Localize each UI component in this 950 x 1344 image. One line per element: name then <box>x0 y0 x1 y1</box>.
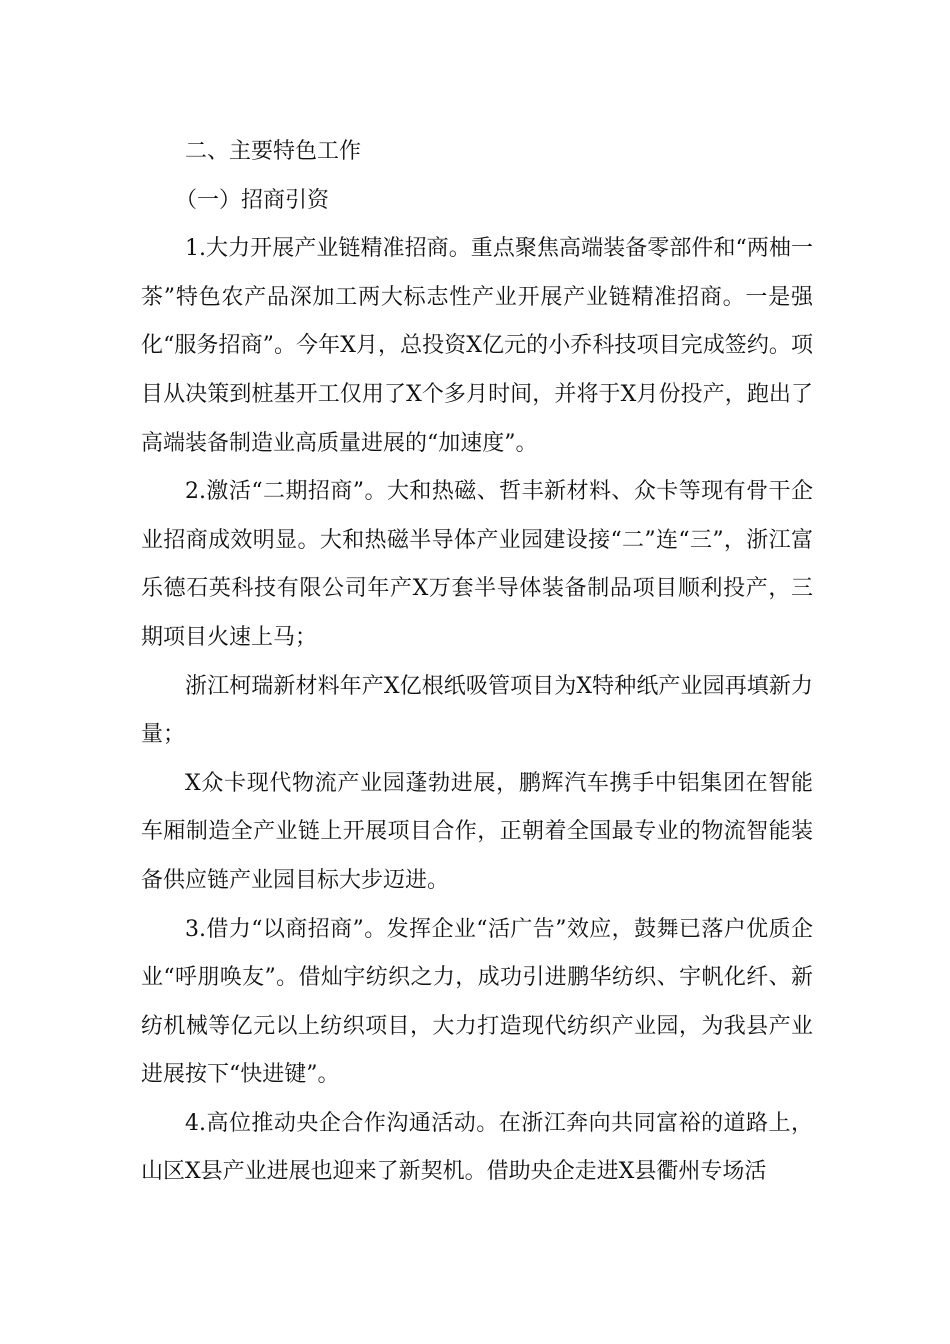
paragraph-2: 2.激活“二期招商”。大和热磁、哲丰新材料、众卡等现有骨干企业招商成效明显。大和热磁半导体产业园建设接“二”连“三”，浙江富乐德石英科技有限公司年产X万套半导体装备制品项目顺利投产，三期项目火速上马； <box>141 479 813 650</box>
paragraph-1: 1.大力开展产业链精准招商。重点聚焦高端装备零部件和“两柚一茶”特色农产品深加工两大标志性产业开展产业链精准招商。一是强化“服务招商”。今年X月，总投资X亿元的小乔科技项目完成签约。项目从决策到桩基开工仅用了X个多月时间，并将于X月份投产，跑出了高端装备制造业高质量进展的“加速度”。 <box>141 236 813 456</box>
paragraph-4: X众卡现代物流产业园蓬勃进展，鹏辉汽车携手中铝集团在智能车厢制造全产业链上开展项目合作，正朝着全国最专业的物流智能装备供应链产业园目标大步迈进。 <box>141 770 813 893</box>
paragraph-3: 浙江柯瑞新材料年产X亿根纸吸管项目为X特种纸产业园再填新力量； <box>141 673 813 748</box>
paragraph-6: 4.高位推动央企合作沟通活动。在浙江奔向共同富裕的道路上，山区X县产业进展也迎来了新契机。借助央企走进X县衢州专场活 <box>141 1110 813 1185</box>
section-heading: 二、主要特色工作 <box>185 139 362 164</box>
subsection-heading: （一）招商引资 <box>175 187 330 213</box>
paragraph-5: 3.借力“以商招商”。发挥企业“活广告”效应，鼓舞已落户优质企业“呼朋唤友”。借灿宇纺织之力，成功引进鹏华纺织、宇帆化纤、新纺机械等亿元以上纺织项目，大力打造现代纺织产业园，为我县产业进展按下“快进键”。 <box>141 916 813 1088</box>
document-body <box>141 128 813 1197</box>
